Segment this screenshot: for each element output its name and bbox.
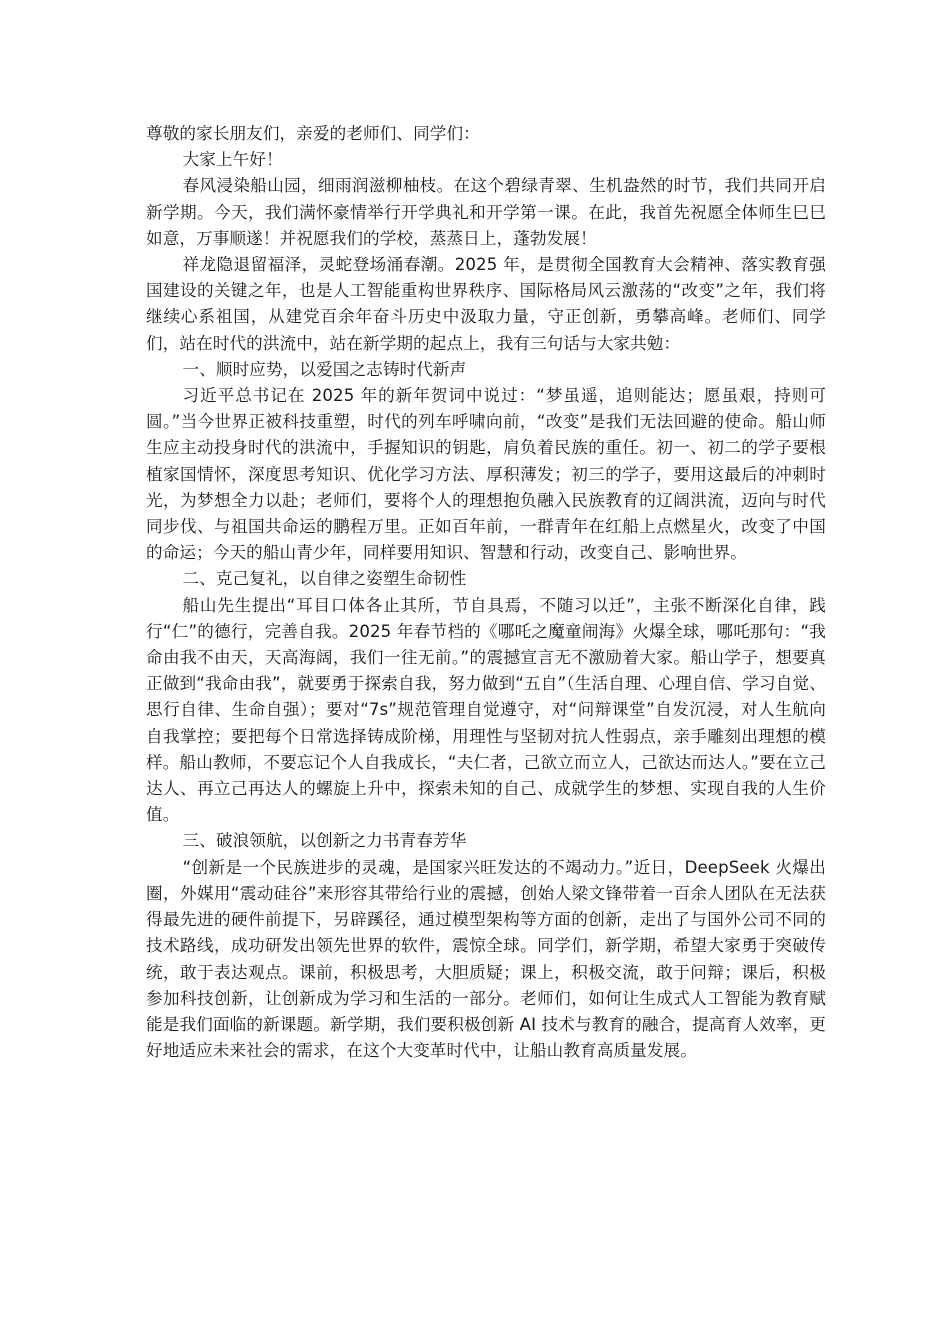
section-heading-3: 三、破浪领航，以创新之力书青春芳华 (182, 831, 467, 851)
paragraph-section-2: 船山先生提出“耳目口体各止其所，节自具焉，不随习以迁”，主张不断深化自律，践行“仁”的德行，完善自我。2025 年春节档的《哪吒之魔童闹海》火爆全球，哪吒那句：“我命由我不由天，天高海阔，我们一往无前。”的震撼宣言无不激励着大家。船山学子，想要真正做到“我命由我”，就要勇于探索自我，努力做到“五自”（生活自理、心理自信、学习自觉、思行自律、生命自强）；要对“7s”规范管理自觉遵守，对“问辩课堂”自发沉浸，对人生航向自我掌控；要把每个日常选择铸成阶梯，用理性与坚韧对抗人性弱点，亲手雕刻出理想的模样。船山教师，不要忘记个人自我成长，“夫仁者，己欲立而立人，己欲达而达人。”要在立己达人、再立己再达人的螺旋上升中，探索未知的自己、成就学生的梦想、实现自我的人生价值。 (146, 595, 826, 825)
paragraph-opening: 春风浸染船山园，细雨润滋柳柚枝。在这个碧绿青翠、生机盎然的时节，我们共同开启新学期。今天，我们满怀豪情举行开学典礼和开学第一课。在此，我首先祝愿全体师生巳巳如意，万事顺遂！并祝愿我们的学校，蒸蒸日上，蓬勃发展！ (146, 176, 826, 248)
document-body (146, 121, 826, 1064)
paragraph-section-1: 习近平总书记在 2025 年的新年贺词中说过：“梦虽遥，追则能达；愿虽艰，持则可圆。”当今世界正被科技重塑，时代的列车呼啸向前，“改变”是我们无法回避的使命。船山师生应主动投身时代的洪流中，手握知识的钥匙，肩负着民族的重任。初一、初二的学子要根植家国情怀，深度思考知识、优化学习方法、厚积薄发；初三的学子，要用这最后的冲刺时光，为梦想全力以赴；老师们，要将个人的理想抱负融入民族教育的辽阔洪流，迈向与时代同步伐、与祖国共命运的鹏程万里。正如百年前，一群青年在红船上点燃星火，改变了中国的命运；今天的船山青少年，同样要用知识、智慧和行动，改变自己、影响世界。 (146, 386, 826, 563)
section-heading-2: 二、克己复礼，以自律之姿塑生命韧性 (182, 569, 467, 589)
greeting: 大家上午好！ (182, 150, 283, 170)
paragraph-section-3: “创新是一个民族进步的灵魂，是国家兴旺发达的不竭动力。”近日，DeepSeek 火爆出圈，外媒用“震动硅谷”来形容其带给行业的震撼，创始人梁文锋带着一百余人团队在无法获得最先进的硬件前提下，另辟蹊径，通过模型架构等方面的创新，走出了与国外公司不同的技术路线，成功研发出领先世界的软件，震惊全球。同学们，新学期，希望大家勇于突破传统，敢于表达观点。课前，积极思考，大胆质疑；课上，积极交流，敢于问辩；课后，积极参加科技创新，让创新成为学习和生活的一部分。老师们，如何让生成式人工智能为教育赋能是我们面临的新课题。新学期，我们要积极创新 AI 技术与教育的融合，提高育人效率，更好地适应未来社会的需求，在这个大变革时代中，让船山教育高质量发展。 (146, 857, 826, 1061)
section-heading-1: 一、顺时应势，以爱国之志铸时代新声 (182, 359, 467, 379)
paragraph-new-year: 祥龙隐退留福泽，灵蛇登场涌春潮。2025 年，是贯彻全国教育大会精神、落实教育强国建设的关键之年，也是人工智能重构世界秩序、国际格局风云激荡的“改变”之年，我们将继续心系祖国，从建党百余年奋斗历史中汲取力量，守正创新，勇攀高峰。老师们、同学们，站在时代的洪流中，站在新学期的起点上，我有三句话与大家共勉： (146, 255, 826, 353)
salutation: 尊敬的家长朋友们，亲爱的老师们、同学们： (146, 124, 480, 143)
